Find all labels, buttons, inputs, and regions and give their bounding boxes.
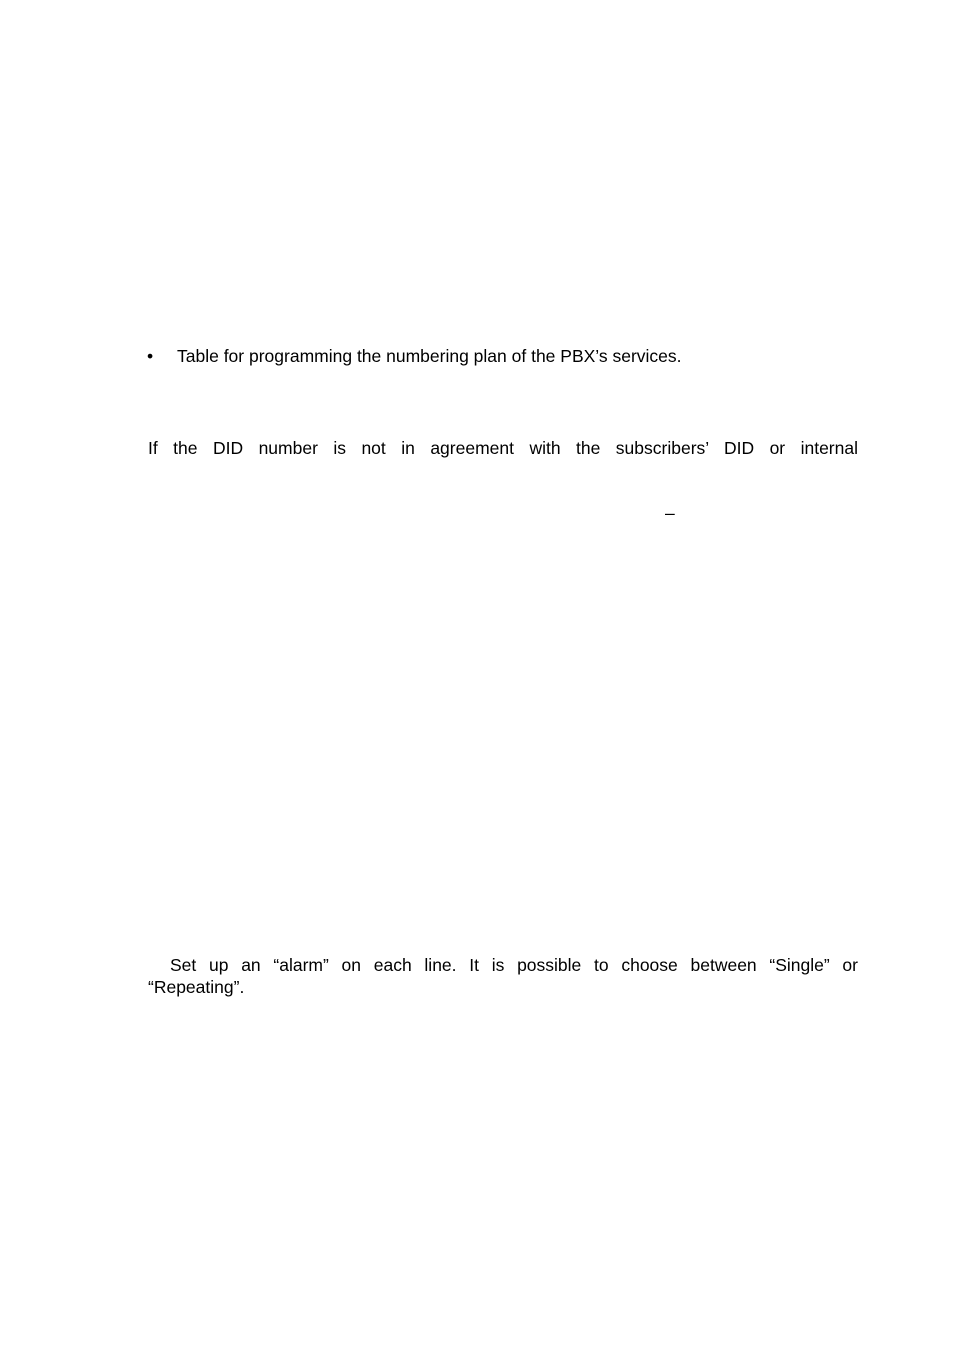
bullet-text: Table for programming the numbering plan of the PBX’s services.	[177, 346, 682, 366]
dash-fragment: –	[665, 503, 675, 523]
bullet-icon: •	[147, 346, 154, 366]
alarm-paragraph-line-1: Set up an “alarm” on each line. It is possible to choose between “Single” or	[170, 955, 858, 975]
did-paragraph-line: If the DID number is not in agreement with the subscribers’ DID or internal	[148, 438, 858, 458]
alarm-paragraph-line-2: “Repeating”.	[148, 977, 245, 997]
